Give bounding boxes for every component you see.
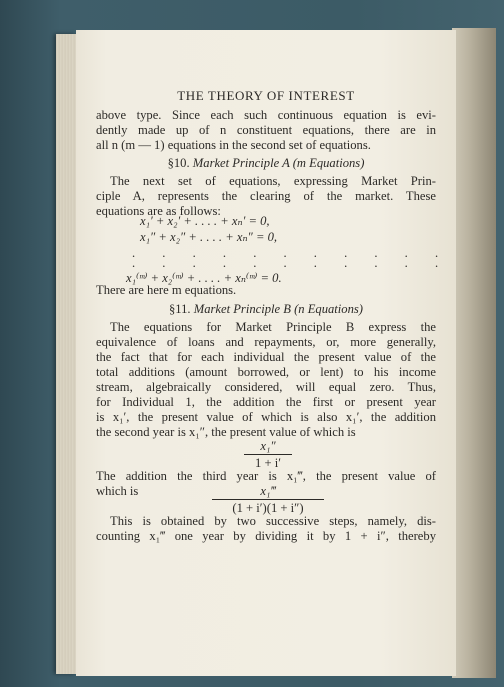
paragraph-line: the fact that for each individual the present value of the [96,350,436,364]
book-gutter [452,28,496,678]
paragraph-line: equations are as follows: [96,204,221,218]
section-number: §11. [168,302,191,316]
fraction-denominator: (1 + i′)(1 + i″) [232,501,304,515]
paragraph-line: equivalence of loans and repayments, or, more generally, [96,335,436,349]
paragraph-line: the second year is x₁″, the present value of which is [96,425,356,439]
paragraph-line: for Individual 1, the addition the first or present year [96,395,436,409]
equation-line: x₁″ + x₂″ + . . . . + xₙ″ = 0, [140,230,278,244]
paragraph-line: The addition the third year is x₁‴, the present value of [96,469,436,483]
ellipsis-row: . . . . . . . . . . . [132,256,451,270]
ellipsis-row: . . . . . . . . . . . [132,246,451,260]
paragraph-line: This is obtained by two successive steps, namely, dis- [110,514,436,528]
fraction-bar [244,454,292,455]
paragraph-line: stream, algebraically considered, will equal zero. Thus, [96,380,436,394]
paragraph-line: ciple A, represents the clearing of the market. These [96,189,436,203]
fraction-bar [212,499,324,500]
fraction-numerator: x₁″ [260,439,276,453]
section-number: §10. [167,156,190,170]
section-heading-10 [96,156,436,171]
page-stack-edge [56,34,76,674]
paragraph-line: which is [96,484,139,498]
paragraph-line: is x₁′, the present value of which is also x₁′, the addition [96,410,436,424]
fraction-numerator: x₁‴ [260,484,276,498]
equation-line: x₁′ + x₂′ + . . . . + xₙ′ = 0, [140,214,270,228]
paragraph-line: total additions (amount borrowed, or lent) to his income [96,365,436,379]
paragraph-line: dently made up of n constituent equations, there are in [96,123,436,137]
paragraph-line: counting x₁‴ one year by dividing it by 1 + i″, thereby [96,529,436,543]
equation-line: x₁⁽ᵐ⁾ + x₂⁽ᵐ⁾ + . . . . + xₙ⁽ᵐ⁾ = 0. [126,271,282,285]
paragraph-line: all n (m — 1) equations in the second set of equations. [96,138,371,152]
section-title: Market Principle A (m Equations) [192,156,365,170]
fraction [244,439,292,470]
section-heading-11 [96,302,436,317]
running-title: THE THEORY OF INTEREST [177,88,355,103]
paragraph-line: The next set of equations, expressing Market Prin- [110,174,436,188]
fraction [212,484,324,515]
paragraph-line: above type. Since each such continuous equation is evi- [96,108,436,122]
fraction-denominator: 1 + i′ [255,456,281,470]
section-title: Market Principle B (n Equations) [193,302,363,316]
paragraph-line: The equations for Market Principle B express the [110,320,436,334]
paragraph-line: There are here m equations. [96,283,237,297]
